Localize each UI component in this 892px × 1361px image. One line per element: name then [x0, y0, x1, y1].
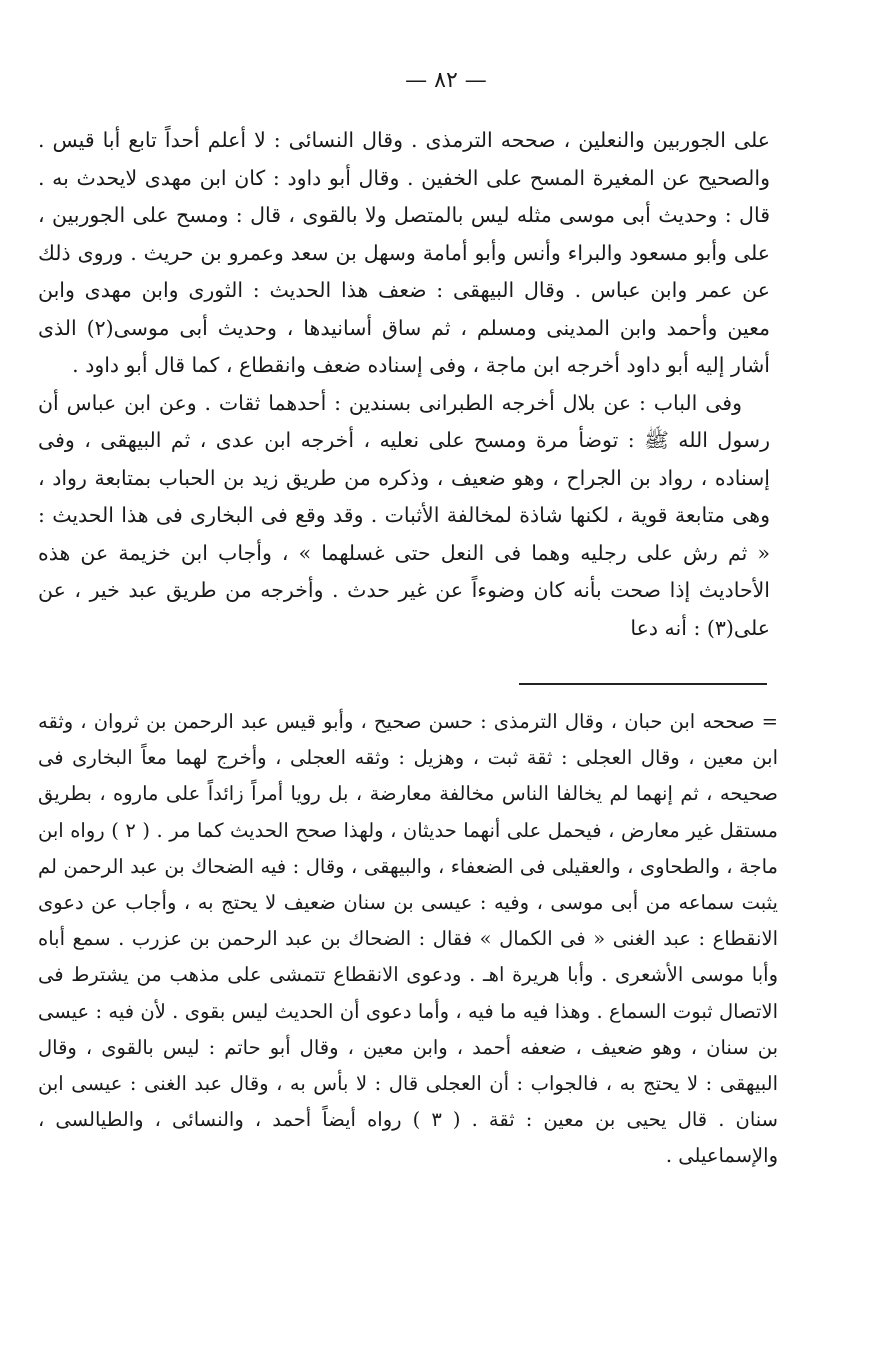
main-paragraph-1: على الجوربين والنعلين ، صححه الترمذى . وقال النسائى : لا أعلم أحداً تابع أبا قيس . والصحيح عن المغيرة المسح على الخفين . وقال أبو داود : كان ابن مهدى لايحدث به . قال : وحديث أبى موسى مثله ليس بالمتصل ولا بالقوى ، قال : ومسح على الجوربين ، على وأبو مسعود والبراء وأنس وأبو أمامة وسهل بن سعد وعمرو بن حريث . وروى ذلك عن عمر وابن عباس . وقال البيهقى : ضعف هذا الحديث : الثورى وابن مهدى وابن معين وأحمد وابن المدينى ومسلم ، ثم ساق أسانيدها ، وحديث أبى موسى(٢) الذى أشار إليه أبو داود أخرجه ابن ماجة ، وفى إسناده ضعف وانقطاع ، كما قال أبو داود . — [38, 128, 770, 377]
footnote-text: = صححه ابن حبان ، وقال الترمذى : حسن صحيح ، وأبو قيس عبد الرحمن بن ثروان ، وثقه ابن معين ، وقال العجلى : ثقة ثبت ، وهزيل : وثقه العجلى ، وأخرج لهما معاً البخارى فى صحيحه ، ثم إنهما لم يخالفا الناس مخالفة معارضة ، بل رويا أمراً زائداً على ماروه ، بطريق مستقل غير معارض ، فيحمل على أنهما حديثان ، ولهذا صحح الحديث كما مر . ( ٢ ) رواه ابن ماجة ، والطحاوى ، والعقيلى فى الضعفاء ، والبيهقى ، وقال : فيه الضحاك بن عبد الرحمن لم يثبت سماعه من أبى موسى ، وفيه : عيسى بن سنان ضعيف لا يحتج به ، وأجاب عن دعوى الانقطاع : عبد الغنى « فى الكمال » فقال : الضحاك بن عبد الرحمن بن عزرب . سمع أباه وأبا موسى الأشعرى . وأبا هريرة اهـ . ودعوى الانقطاع تتمشى على مذهب من يشترط فى الاتصال ثبوت السماع . وهذا فيه ما فيه ، وأما دعوى أن الحديث ليس بقوى . لأن فيه : عيسى بن سنان ، وهو ضعيف ، ضعفه أحمد ، وابن معين ، وقال أبو حاتم : ليس بالقوى ، وقال البيهقى : لا يحتج به ، فالجواب : أن العجلى قال : لا بأس به ، وقال عبد الغنى : عيسى ابن سنان . قال يحيى بن معين : ثقة . ( ٣ ) رواه أيضاً أحمد ، والنسائى ، والطيالسى ، والإسماعيلى . — [38, 710, 778, 1168]
main-paragraph-2: وفى الباب : عن بلال أخرجه الطبرانى بسندين : أحدهما ثقات . وعن ابن عباس أن رسول الله ﷺ : توضأ مرة ومسح على نعليه ، أخرجه ابن عدى ، ثم البيهقى ، وفى إسناده ، رواد بن الجراح ، وهو ضعيف ، وذكره من طريق زيد بن الحباب بمتابعة رواد ، وهى متابعة قوية ، لكنها شاذة لمخالفة الأثبات . وقد وقع فى البخارى فى هذا الحديث : « ثم رش على رجليه وهما فى النعل حتى غسلهما » ، وأجاب ابن خزيمة عن هذه الأحاديث إذا صحت بأنه كان وضوءاً عن غير حدث . وأخرجه من طريق عبد خير ، عن على(٣) : أنه دعا — [38, 390, 770, 640]
footnotes — [38, 704, 778, 1175]
main-text — [38, 122, 770, 647]
footnote-separator — [519, 683, 767, 685]
page-number: — ٨٢ — — [405, 68, 487, 93]
